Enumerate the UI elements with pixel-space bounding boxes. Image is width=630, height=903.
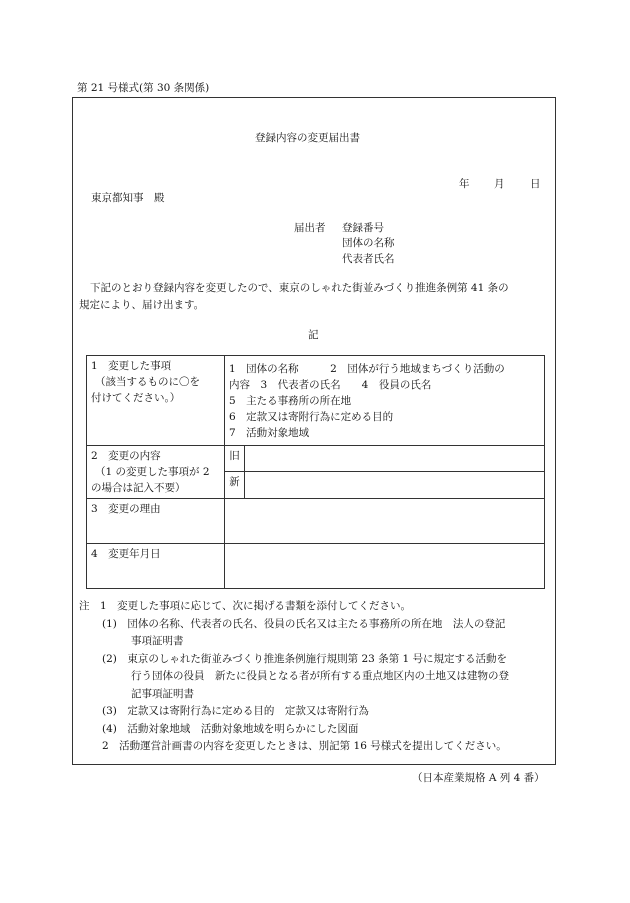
note-line: 事項証明書 — [131, 635, 184, 647]
notes-section — [79, 598, 549, 756]
change-date-field[interactable] — [225, 544, 545, 589]
notifier-reg-no: 登録番号 — [342, 222, 384, 234]
note-line: (4) 活動対象地域 活動対象地域を明らかにした図面 — [102, 722, 359, 735]
recipient: 東京都知事 殿 — [91, 192, 165, 204]
footer-note: （日本産業規格 A 列 4 番） — [412, 772, 545, 784]
table-row — [87, 356, 545, 446]
form-title: 登録内容の変更届出書 — [255, 132, 360, 144]
option-line: 1 団体の名称 2 団体が行う地域まちづくり活動の — [229, 363, 505, 375]
notifier-org-name: 団体の名称 — [342, 237, 395, 249]
change-content-label: 2 変更の内容 — [91, 450, 161, 462]
note-line: (1) 団体の名称、代表者の氏名、役員の氏名又は主たる事務所の所在地 法人の登記 — [102, 617, 506, 630]
note-line: (3) 定款又は寄附行為に定める目的 定款又は寄附行為 — [102, 705, 369, 717]
option-line: 内容 3 代表者の氏名 4 役員の氏名 — [229, 379, 432, 391]
body-text-line2: 規定により、届け出ます。 — [79, 299, 205, 311]
changed-item-label: 1 変更した事項 — [91, 360, 172, 372]
note-line: 2 活動運営計画書の内容を変更したときは、別記第 16 号様式を提出してください。 — [102, 740, 507, 752]
date-month: 月 — [494, 178, 505, 190]
note-line: 注 1 変更した事項に応じて、次に掲げる書類を添付してください。 — [79, 600, 411, 612]
changed-item-label: （該当するものに〇を — [95, 376, 200, 388]
old-label: 旧 — [225, 446, 245, 472]
record-table — [86, 355, 545, 589]
table-row — [87, 499, 545, 544]
new-label: 新 — [225, 471, 245, 498]
change-reason-field[interactable] — [225, 499, 545, 544]
body-text-line1: 下記のとおり登録内容を変更したので、東京のしゃれた街並みづくり推進条例第 41 条の — [90, 282, 509, 294]
note-line: 行う団体の役員 新たに役員となる者が所有する重点地区内の土地又は建物の登 — [131, 670, 509, 682]
change-reason-label: 3 変更の理由 — [87, 499, 225, 544]
changed-item-options-cell[interactable] — [225, 356, 545, 446]
changed-item-label: 付けてください。） — [91, 392, 181, 404]
change-content-label-cell — [87, 446, 225, 499]
changed-item-label-cell — [87, 356, 225, 446]
ki-heading: 記 — [308, 329, 319, 341]
table-row — [87, 446, 545, 472]
form-number: 第 21 号様式(第 30 条関係) — [77, 82, 210, 94]
notifier-label: 届出者 — [294, 222, 326, 234]
note-line: 記事項証明書 — [131, 687, 194, 700]
note-line: (2) 東京のしゃれた街並みづくり推進条例施行規則第 23 条第 1 号に規定する活動を — [102, 652, 508, 665]
change-content-label: （1 の変更した事項が 2 — [95, 466, 210, 478]
option-line: 5 主たる事務所の所在地 — [229, 395, 352, 407]
change-content-label: の場合は記入不要） — [91, 482, 186, 494]
notifier-rep-name: 代表者氏名 — [342, 253, 395, 265]
date-year: 年 — [459, 178, 470, 190]
new-value-field[interactable] — [245, 471, 545, 498]
date-day: 日 — [530, 178, 541, 190]
change-date-label: 4 変更年月日 — [87, 544, 225, 589]
option-line: 6 定款又は寄附行為に定める目的 — [229, 411, 394, 423]
old-value-field[interactable] — [245, 446, 545, 472]
option-line: 7 活動対象地域 — [229, 427, 310, 439]
table-row — [87, 544, 545, 589]
